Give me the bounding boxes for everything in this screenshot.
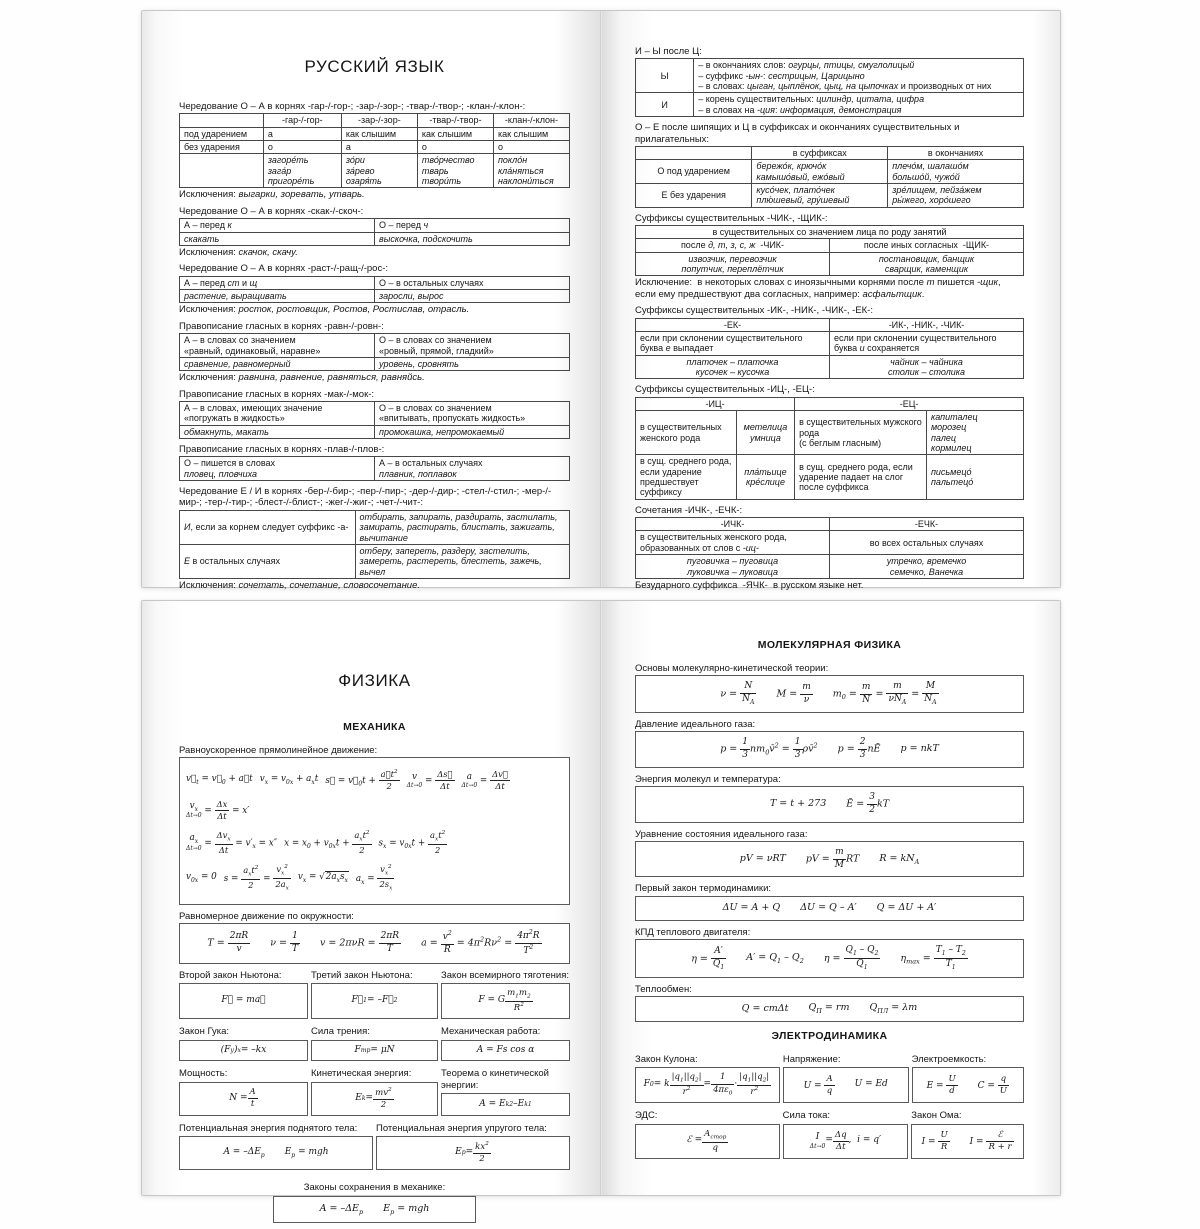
table-cell: уровень, сровнять (375, 357, 570, 370)
page-russian-left (142, 11, 601, 591)
box-conservation (179, 1177, 570, 1229)
table-row (180, 276, 570, 289)
block-label: Мощность: (179, 1068, 228, 1080)
formula-box: I Δt→0 = Δq Δt , i = q′ (783, 1124, 909, 1159)
formula-box: N = A t (179, 1082, 308, 1116)
formula-box: E p = $kx^2$ 2 (376, 1136, 570, 1170)
table-cell: постановщик, банщик сварщик, каменщик (830, 252, 1024, 276)
table-ik-nik (635, 318, 1024, 380)
block-label: Закон всемирного тяготения: (441, 969, 569, 981)
label-ic-ec: Суффиксы существительных -ИЦ-, -ЕЦ-: (635, 384, 815, 396)
label-thermo-first: Первый закон термодинамики: (635, 883, 772, 895)
table-row (180, 141, 570, 154)
label-ichk-echk: Сочетания -ИЧК-, -ЕЧК-: (635, 504, 743, 516)
table-row (180, 154, 570, 188)
table-cell: извозчик, перевозчик попутчик, переплётчик (636, 252, 830, 276)
title-mechanics: МЕХАНИКА (343, 721, 406, 733)
block-label: Закон Кулона: (635, 1053, 698, 1065)
table-row (180, 334, 570, 358)
row-power (179, 1068, 570, 1115)
table-cell: О – в словах со значением «впитывать, пропускать жидкость» (375, 401, 570, 425)
table-row (636, 226, 1024, 239)
block-label: Механическая работа: (441, 1026, 541, 1038)
cell-gravitation (441, 970, 570, 1020)
table-cell: в существительных со значением лица по роду занятий (636, 226, 1024, 239)
box-pressure: p = $\frac{1}{3}$ $nm_0v̄^2$ = $\frac{1}{3}$ ρv̄$^2$ p = $\frac{2}{3}$ nĒ p = nkT (635, 731, 1024, 767)
table-cell: -ИЧК- (636, 518, 830, 531)
table-row (636, 239, 1024, 252)
box-circular: T = $\frac{2\pi R}{v}$ ν = $\frac{1}{T}$ v = 2πνR = $\frac{2\pi R}{T}$ a = $\frac{v^2}{R}$ = $4\pi^2R\nu^2$ = $\frac{4\pi^2R}{T^2}$ (179, 923, 570, 963)
table-mak (179, 401, 570, 439)
title-molecular: МОЛЕКУЛЯРНАЯ ФИЗИКА (757, 639, 902, 651)
table-row (180, 290, 570, 303)
box-state-eq: pV = νRT pV = $\frac{m}{M}$ RT $R = kN_A$ (635, 841, 1024, 877)
table-row (636, 252, 1024, 276)
label-mak: Правописание гласных в корнях -мак-/-мок-: (179, 388, 375, 400)
table-cell: -твар-/-твор- (417, 114, 493, 127)
label-i-y-posle-c: И – Ы после Ц: (635, 46, 702, 57)
table-cell: -ЕЧК- (830, 518, 1024, 531)
table-cheredovanie-gar (179, 113, 570, 188)
table-cell: О – перед ч (375, 219, 570, 232)
table-row (636, 397, 1024, 410)
table-ichk-echk (635, 517, 1024, 579)
table-cell: тво́рчество тварь твори́ть (417, 154, 493, 188)
table-row (636, 411, 1024, 455)
table-row (636, 455, 1024, 499)
cell-kinetic (311, 1068, 438, 1115)
note-rast: Исключения: росток, ростовщик, Ростов, Ростислав, отрасль. (179, 304, 470, 316)
note-skak: Исключения: скачок, скачу. (179, 246, 298, 258)
page-physics-left (142, 601, 601, 1216)
label-skak: Чередование О – А в корнях -скак-/-скоч-: (179, 205, 364, 217)
cell-emf (635, 1110, 780, 1159)
block-label: Сила трения: (310, 1026, 370, 1038)
cell-capacitance (912, 1054, 1024, 1104)
table-cell: О – в словах со значением «ровный, прямой, гладкий» (375, 334, 570, 358)
table-row (180, 457, 570, 481)
cell-friction (311, 1026, 438, 1061)
table-row (180, 401, 570, 425)
block-label: Теорема о кинетической энергии: (441, 1068, 549, 1091)
table-cell: покло́н кла́няться наклони́ться (493, 154, 569, 188)
table-row (180, 544, 570, 578)
table-cell: загоре́ть зага́р пригоре́ть (263, 154, 341, 188)
table-cell: заросли, вырос (375, 290, 570, 303)
table-cell: о (417, 141, 493, 154)
russian-left-content (179, 101, 570, 591)
table-cell: зре́лищем, пейза́жем ры́жего, хоро́шего (888, 183, 1024, 207)
cell-voltage (783, 1054, 909, 1104)
row-potential (179, 1123, 570, 1170)
table-cell (180, 154, 264, 188)
block-label: Второй закон Ньютона: (179, 969, 282, 981)
table-cell: скакать (180, 232, 375, 245)
cell-work (441, 1026, 570, 1061)
table-cell: пла́тьице кре́слице (736, 455, 794, 499)
table-cell: -ЕЦ- (795, 397, 1024, 410)
label-ravn: Правописание гласных в корнях -равн-/-ровн-: (179, 320, 384, 332)
table-cell: Е в остальных случаях (180, 544, 356, 578)
note-yachk: Безударного суффикса -ЯЧК- в русском языке нет. (635, 579, 864, 591)
block-label: Сила тока: (782, 1110, 831, 1122)
table-cell: после д, т, з, с, ж -ЧИК- (636, 239, 830, 252)
table-cell: – в окончаниях слов: огурцы, птицы, смуглолицый – суффикс -ын-: сестрицын, Царицыно – в словах: цыган, цыплёнок, цыц, на цыпочках и производных от них (694, 59, 1024, 93)
table-cell: Ы (636, 59, 694, 93)
table-cell: о (493, 141, 569, 154)
table-i-y-posle-c (635, 58, 1024, 117)
table-cell: промокашка, непромокаемый (375, 425, 570, 438)
label-pressure: Давление идеального газа: (635, 718, 756, 730)
table-plav (179, 456, 570, 481)
table-cell: О под ударением (636, 160, 752, 184)
cell-ohm (911, 1110, 1024, 1159)
formula-box: E = $\frac{U}{d}$ C = $\frac{q}{U}$ (912, 1067, 1024, 1103)
row-guk (179, 1026, 570, 1061)
formula-box: U = $\frac{A}{q}$ U = Ed (783, 1067, 909, 1103)
table-cell: в существительных женского рода (636, 411, 737, 455)
block-label: Потенциальная энергия поднятого тела: (179, 1122, 358, 1134)
cell-coulomb (635, 1054, 780, 1104)
table-rast (179, 276, 570, 304)
table-cell (636, 146, 752, 159)
box-mkt: ν = $\frac{N}{N_A}$ M = $\frac{m}{\nu}$ $m_0$ = $\frac{m}{N}$ = m $\nu N_A$ = $\frac{M}{N_A}$ (635, 675, 1024, 713)
table-row (636, 93, 1024, 117)
formula-box: A = Fs cos α (441, 1040, 570, 1062)
table-cell: отберу, запереть, раздеру, застелить, замереть, растереть, блестеть, зажечь, вычел (355, 544, 570, 578)
table-cell: -гар-/-гор- (263, 114, 341, 127)
table-cell: чайник – чайника столик – столика (830, 355, 1024, 379)
table-cell: Е без ударения (636, 183, 752, 207)
cell-kinetic-theorem (441, 1068, 570, 1115)
formula-box: F 0 = k $|q_1||q_2|$ $r^2$ = 1 $4\pi\varepsilon_0$ · $|q_1||q_2|$ $r^2$ (635, 1067, 780, 1103)
table-cell: как слышим (417, 127, 493, 140)
formula-box: F⃗ 1 = –F⃗ 2 (311, 983, 438, 1019)
block-label: Законы сохранения в механике: (303, 1182, 446, 1194)
table-cell: растение, выращивать (180, 290, 375, 303)
note-shchik-exception: Исключение: в некоторых словах с иноязычными корнями после т пишется -щик, если ему предшествуют два согласных, например: асфальтщик. (635, 277, 1001, 300)
table-ic-ec (635, 397, 1024, 500)
label-cheredovanie-gar: Чередование О – А в корнях -гар-/-гор-; -зар-/-зор-; -твар-/-твор-; -клан-/-клон-: (179, 101, 526, 112)
table-cell (180, 114, 264, 127)
table-cell: -ИК-, -НИК-, -ЧИК- (830, 318, 1024, 331)
formula-box: F = G $m_1m_2$ $R^2$ (441, 983, 570, 1019)
block-label: Электроемкость: (911, 1053, 987, 1065)
cell-newton-3 (311, 970, 438, 1020)
table-cell: И (636, 93, 694, 117)
table-row (180, 219, 570, 232)
table-ravn (179, 333, 570, 371)
table-cell: без ударения (180, 141, 264, 154)
table-row (636, 318, 1024, 331)
table-cell: как слышим (341, 127, 417, 140)
table-row (636, 355, 1024, 379)
page-physics-right (601, 601, 1060, 1195)
table-cell: -зар-/-зор- (341, 114, 417, 127)
table-cell: обмакнуть, макать (180, 425, 375, 438)
table-cell: кусо́чек, плато́чек плю́шевый, гру́шевый (752, 183, 888, 207)
cell-power (179, 1068, 308, 1115)
table-cell: А – перед ст и щ (180, 276, 375, 289)
table-cell: отбирать, запирать, раздирать, застилать, замирать, растирать, блистать, зажигать, вычитание (355, 510, 570, 544)
table-cell: -ЕК- (636, 318, 830, 331)
block-label: Закон Ома: (911, 1110, 962, 1122)
formula-box: (F у ) x = –kx (179, 1040, 308, 1062)
formula-box: ℰ = $A_{стор}$ q (635, 1124, 780, 1159)
label-state-eq: Уравнение состояния идеального газа: (635, 828, 808, 840)
table-cell: пуговичка – пуговица луковичка – луковица (636, 555, 830, 579)
title-electrodynamics: ЭЛЕКТРОДИНАМИКА (771, 1029, 888, 1042)
note-gar: Исключения: выгарки, зоревать, утварь. (179, 189, 365, 201)
table-row (180, 425, 570, 438)
table-cell: в существительных женского рода, образованных от слов с -иц- (636, 531, 830, 555)
table-cell: письмецо́ пальтецо́ (926, 455, 1023, 499)
block-label: ЭДС: (635, 1110, 658, 1122)
formula-box: I = $\frac{U}{R}$ I = ℰ R + r (911, 1124, 1024, 1159)
formula-box: E k = $mv^2$ 2 (311, 1082, 438, 1116)
table-chik-shchik (635, 225, 1024, 276)
table-cell: под ударением (180, 127, 264, 140)
table-row (180, 232, 570, 245)
table-cell: сравнение, равномерный (180, 357, 375, 370)
table-row (636, 183, 1024, 207)
label-o-e-shipyashchie: О – Е после шипящих и Ц в суффиксах и окончаниях существительных и прилагательных: (635, 122, 960, 145)
table-cell: в существительных мужского рода (с беглым гласным) (795, 411, 927, 455)
formula-box: $A = -\Delta E_p$ $E_p$ = mgh (179, 1136, 373, 1170)
block-label: Третий закон Ньютона: (310, 969, 413, 981)
table-cell: во всех остальных случаях (830, 531, 1024, 555)
table-cell: если при склонении существительного буква и сохраняется (830, 331, 1024, 355)
table-cell: А – в остальных случаях плавник, поплавок (375, 457, 570, 481)
row-emf (635, 1110, 1024, 1159)
table-cell: И, если за корнем следует суффикс -а- (180, 510, 356, 544)
block-label: Кинетическая энергия: (310, 1068, 412, 1080)
cell-newton-2 (179, 970, 308, 1020)
table-row (180, 114, 570, 127)
note-ber-bir: Исключения: сочетать, сочетание, словосочетание. (179, 579, 421, 591)
block-label: Потенциальная энергия упругого тела: (376, 1122, 547, 1134)
label-uniform-accel: Равноускоренное прямолинейное движение: (179, 745, 378, 756)
sheet-physics (141, 600, 1061, 1216)
table-cell: утречко, времечко семечко, Ванечка (830, 555, 1024, 579)
table-cell: в сущ. среднего рода, если ударение падает на слог после суффикса (795, 455, 927, 499)
table-cell: зо́ри за́рево озаря́ть (341, 154, 417, 188)
block-label: Закон Гука: (179, 1026, 230, 1038)
table-cell: в суффиксах (752, 146, 888, 159)
table-cell: бережо́к, крючо́к камышо́вый, ежо́вый (752, 160, 888, 184)
label-chik-shchik: Суффиксы существительных -ЧИК-, -ЩИК-: (635, 212, 828, 224)
box-uniform-accel: $v⃗_t$ = $v⃗_0$ + a⃗t $v_x = v_{0x} + a_xt$ s⃗ = $v⃗_0t$ + $\frac{a⃗t^2}{2}$ v Δt→0 = $\frac{\Delta s⃗}{\Delta t}$ a Δt→0 = $\frac{\Delta v⃗}{\Delta t}$ $v_x$ Δt→0 = $\frac{\Delta x}{\Delta t}$ = x′ $a_x$ Δt→0 = $\Delta v_x$ Δt = $v'_x = x''$ $x = x_0 + v_{0x}t$ + $a_xt^2$ 2 $s_x = v_{0x}t$ + $a_xt^2$ 2 $v_{0x} = 0$ s = $a_xt^2$ 2 = $\frac{v_x^2}{2a_x}$ $v_x = √2a_xs_x$ $a_x$ = $\frac{v_x^2}{2s_x}$ (179, 757, 570, 904)
table-cell: А – в словах, имеющих значение «погружать в жидкость» (180, 401, 375, 425)
row-coulomb (635, 1054, 1024, 1104)
table-cell: выскочка, подскочить (375, 232, 570, 245)
table-cell: как слышим (493, 127, 569, 140)
table-row (636, 555, 1024, 579)
row-newton (179, 970, 570, 1020)
page-russian-right (601, 11, 1060, 591)
table-cell: – корень существительных: цилиндр, цитата, цифра – в словах на -ция: информация, демонстрация (694, 93, 1024, 117)
table-row (636, 160, 1024, 184)
table-cell: после иных согласных -ЩИК- (830, 239, 1024, 252)
table-row (636, 518, 1024, 531)
table-row (636, 331, 1024, 355)
table-cell: в сущ. среднего рода, если ударение предшествует суффиксу (636, 455, 737, 499)
cell-potential-lifted (179, 1123, 373, 1170)
label-circular: Равномерное движение по окружности: (179, 910, 354, 922)
formula-box: F тр = μN (311, 1040, 438, 1062)
box-heat: Q = cmΔt $Q_П$ = rm $Q_{ПЛ} = \lambda m$ (635, 996, 1024, 1021)
table-cell: а (341, 141, 417, 154)
label-ber-bir: Чередование Е / И в корнях -бер-/-бир-; -пер-/-пир-; -дер-/-дир-; -стел-/-стил-; -мер-/-мир-; -тер-/-тир-; -блест-/-блист-; -жег-/-жиг-; -чет-/-чит-: (179, 486, 552, 509)
formula-box: F⃗ = ma⃗ (179, 983, 308, 1019)
table-cell: если при склонении существительного буква е выпадает (636, 331, 830, 355)
label-plav: Правописание гласных в корнях -плав-/-плов-: (179, 444, 385, 456)
cell-potential-elastic (376, 1123, 570, 1170)
formula-box: $A = -\Delta E_p$ $E_p$ = mgh (273, 1196, 476, 1223)
label-mkt: Основы молекулярно-кинетической теории: (635, 663, 829, 674)
table-cell: платочек – платочка кусочек – кусочка (636, 355, 830, 379)
physics-right-content (635, 639, 1024, 1159)
note-ravn: Исключения: равнина, равнение, равняться, равняйсь. (179, 372, 425, 384)
cell-hooke (179, 1026, 308, 1061)
label-ik-nik: Суффиксы существительных -ИК-, -НИК-, -ЧИК-, -ЕК-: (635, 305, 873, 317)
table-cell: А – перед к (180, 219, 375, 232)
box-efficiency: η = $\frac{A'}{Q_1}$ $A' = Q_1 - Q_2$ η = $\frac{Q_1 - Q_2}{Q_1}$ $\eta_{max}$ = $\frac{T_1 - T_2}{T_1}$ (635, 939, 1024, 978)
table-cell: А – в словах со значением «равный, одинаковый, наравне» (180, 334, 375, 358)
table-ber-bir (179, 510, 570, 579)
table-cell: -клан-/-клон- (493, 114, 569, 127)
table-cell: о (263, 141, 341, 154)
page-title-physics: ФИЗИКА (338, 671, 411, 690)
physics-left-content (179, 721, 570, 1229)
cell-current (783, 1110, 909, 1159)
table-o-e-shipyashchie (635, 146, 1024, 208)
table-row (180, 357, 570, 370)
label-energy-temp: Энергия молекул и температура: (635, 773, 781, 785)
table-cell: О – в остальных случаях (375, 276, 570, 289)
table-row (636, 146, 1024, 159)
table-cell: в окончаниях (888, 146, 1024, 159)
label-heat: Теплообмен: (635, 983, 692, 995)
page-title-russian: РУССКИЙ ЯЗЫК (304, 57, 445, 76)
box-energy-temp: T = t + 273 Ē = $\frac{3}{2}$ kT (635, 786, 1024, 822)
table-row (180, 510, 570, 544)
russian-right-content (635, 46, 1024, 591)
sheet-russian-language (141, 10, 1061, 591)
table-skak (179, 218, 570, 246)
formula-box: A = E k2 –E k1 (441, 1093, 570, 1116)
table-row (636, 531, 1024, 555)
table-cell: а (263, 127, 341, 140)
table-row (636, 59, 1024, 93)
box-thermo-first: ΔU = A + Q ΔU = Q – A′ Q = ΔU + A′ (635, 896, 1024, 921)
label-rast: Чередование О – А в корнях -раст-/-ращ-/-рос-: (179, 263, 388, 275)
label-efficiency: КПД теплового двигателя: (635, 926, 751, 938)
table-cell: -ИЦ- (636, 397, 795, 410)
table-cell: метелица умница (736, 411, 794, 455)
table-cell: капиталец морозец палец кормилец (926, 411, 1023, 455)
table-cell: О – пишется в словах пловец, пловчиха (180, 457, 375, 481)
block-label: Напряжение: (782, 1053, 841, 1065)
table-row (180, 127, 570, 140)
table-cell: плечо́м, шалашо́м большо́й, чужо́й (888, 160, 1024, 184)
